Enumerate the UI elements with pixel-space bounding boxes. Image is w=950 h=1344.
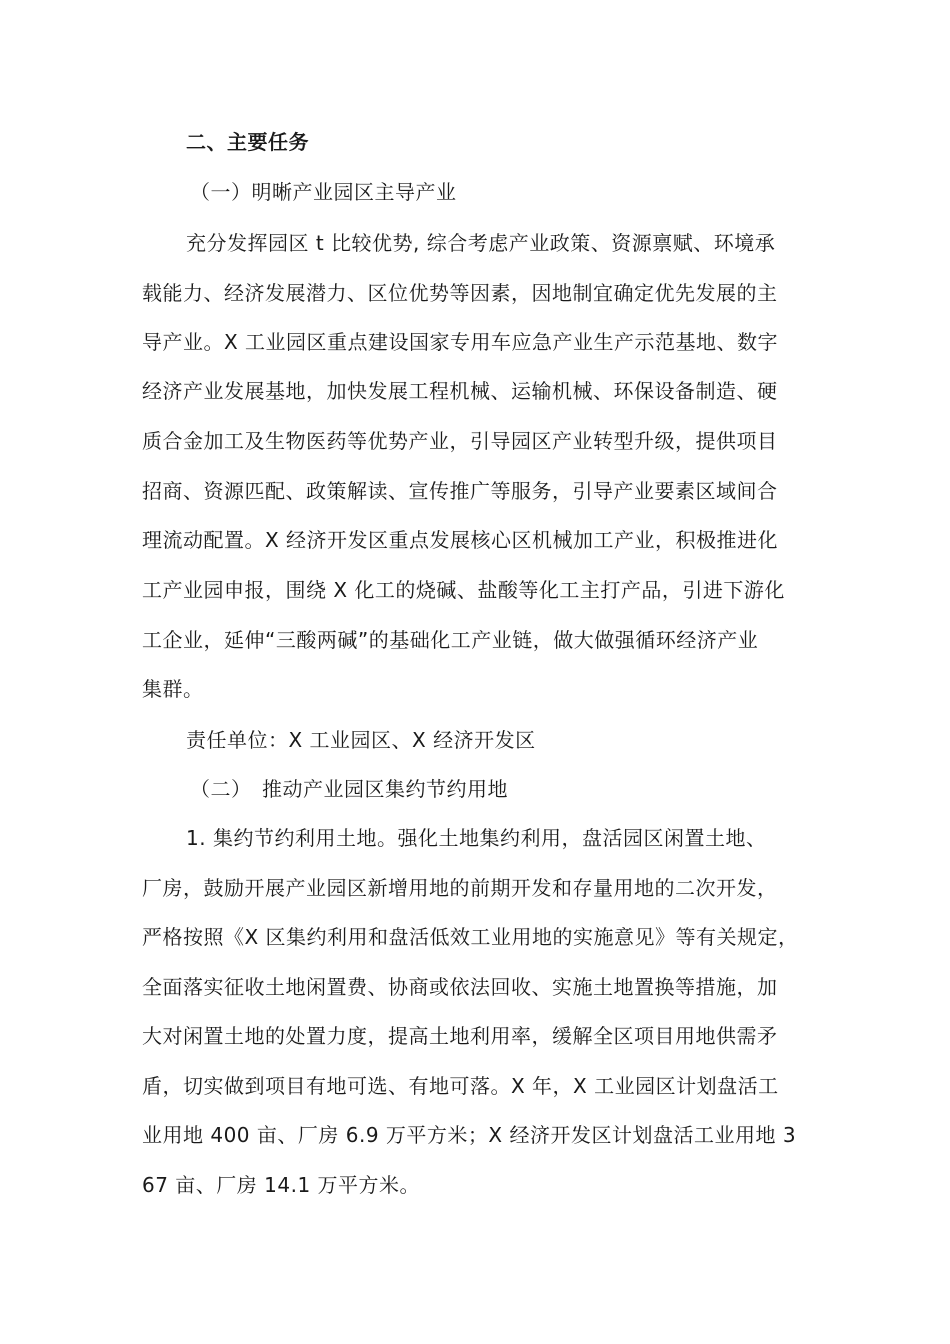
paragraph-line: 严格按照《X 区集约利用和盘活低效工业用地的实施意见》等有关规定， xyxy=(142,925,799,949)
paragraph-line: 工企业，延伸“三酸两碱”的基础化工产业链，做大做强循环经济产业 xyxy=(142,628,759,652)
paragraph-line: 大对闲置土地的处置力度，提高土地利用率，缓解全区项目用地供需矛 xyxy=(142,1024,778,1048)
paragraph-line: 导产业。X 工业园区重点建设国家专用车应急产业生产示范基地、数字 xyxy=(142,330,779,354)
responsibility-line: 责任单位：X 工业园区、X 经济开发区 xyxy=(186,728,536,752)
paragraph-line: 集群。 xyxy=(142,677,204,701)
paragraph-line: 招商、资源匹配、政策解读、宣传推广等服务，引导产业要素区域间合 xyxy=(142,479,778,503)
paragraph-line: 全面落实征收土地闲置费、协商或依法回收、实施土地置换等措施，加 xyxy=(142,975,778,999)
paragraph-line: 67 亩、厂房 14.1 万平方米。 xyxy=(142,1173,421,1197)
paragraph-line: 经济产业发展基地，加快发展工程机械、运输机械、环保设备制造、硬 xyxy=(142,379,778,403)
paragraph-line: 充分发挥园区 t 比较优势, 综合考虑产业政策、资源禀赋、环境承 xyxy=(186,231,776,255)
paragraph-line: 理流动配置。X 经济开发区重点发展核心区机械加工产业，积极推进化 xyxy=(142,528,779,552)
paragraph-line: 载能力、经济发展潜力、区位优势等因素，因地制宜确定优先发展的主 xyxy=(142,281,778,305)
section-heading: 二、主要任务 xyxy=(186,130,309,154)
paragraph-line: 工产业园申报，围绕 X 化工的烧碱、盐酸等化工主打产品，引进下游化 xyxy=(142,578,785,602)
paragraph-line: 盾，切实做到项目有地可选、有地可落。X 年，X 工业园区计划盘活工 xyxy=(142,1074,779,1098)
subsection-heading-1: （一）明晰产业园区主导产业 xyxy=(190,180,457,204)
paragraph-line: 厂房，鼓励开展产业园区新增用地的前期开发和存量用地的二次开发， xyxy=(142,876,778,900)
subsection-heading-2: （二） 推动产业园区集约节约用地 xyxy=(190,777,508,801)
paragraph-line: 业用地 400 亩、厂房 6.9 万平方米；X 经济开发区计划盘活工业用地 3 xyxy=(142,1123,797,1147)
paragraph-line: 1. 集约节约利用土地。强化土地集约利用，盘活园区闲置土地、 xyxy=(186,826,767,850)
paragraph-line: 质合金加工及生物医药等优势产业，引导园区产业转型升级，提供项目 xyxy=(142,429,778,453)
